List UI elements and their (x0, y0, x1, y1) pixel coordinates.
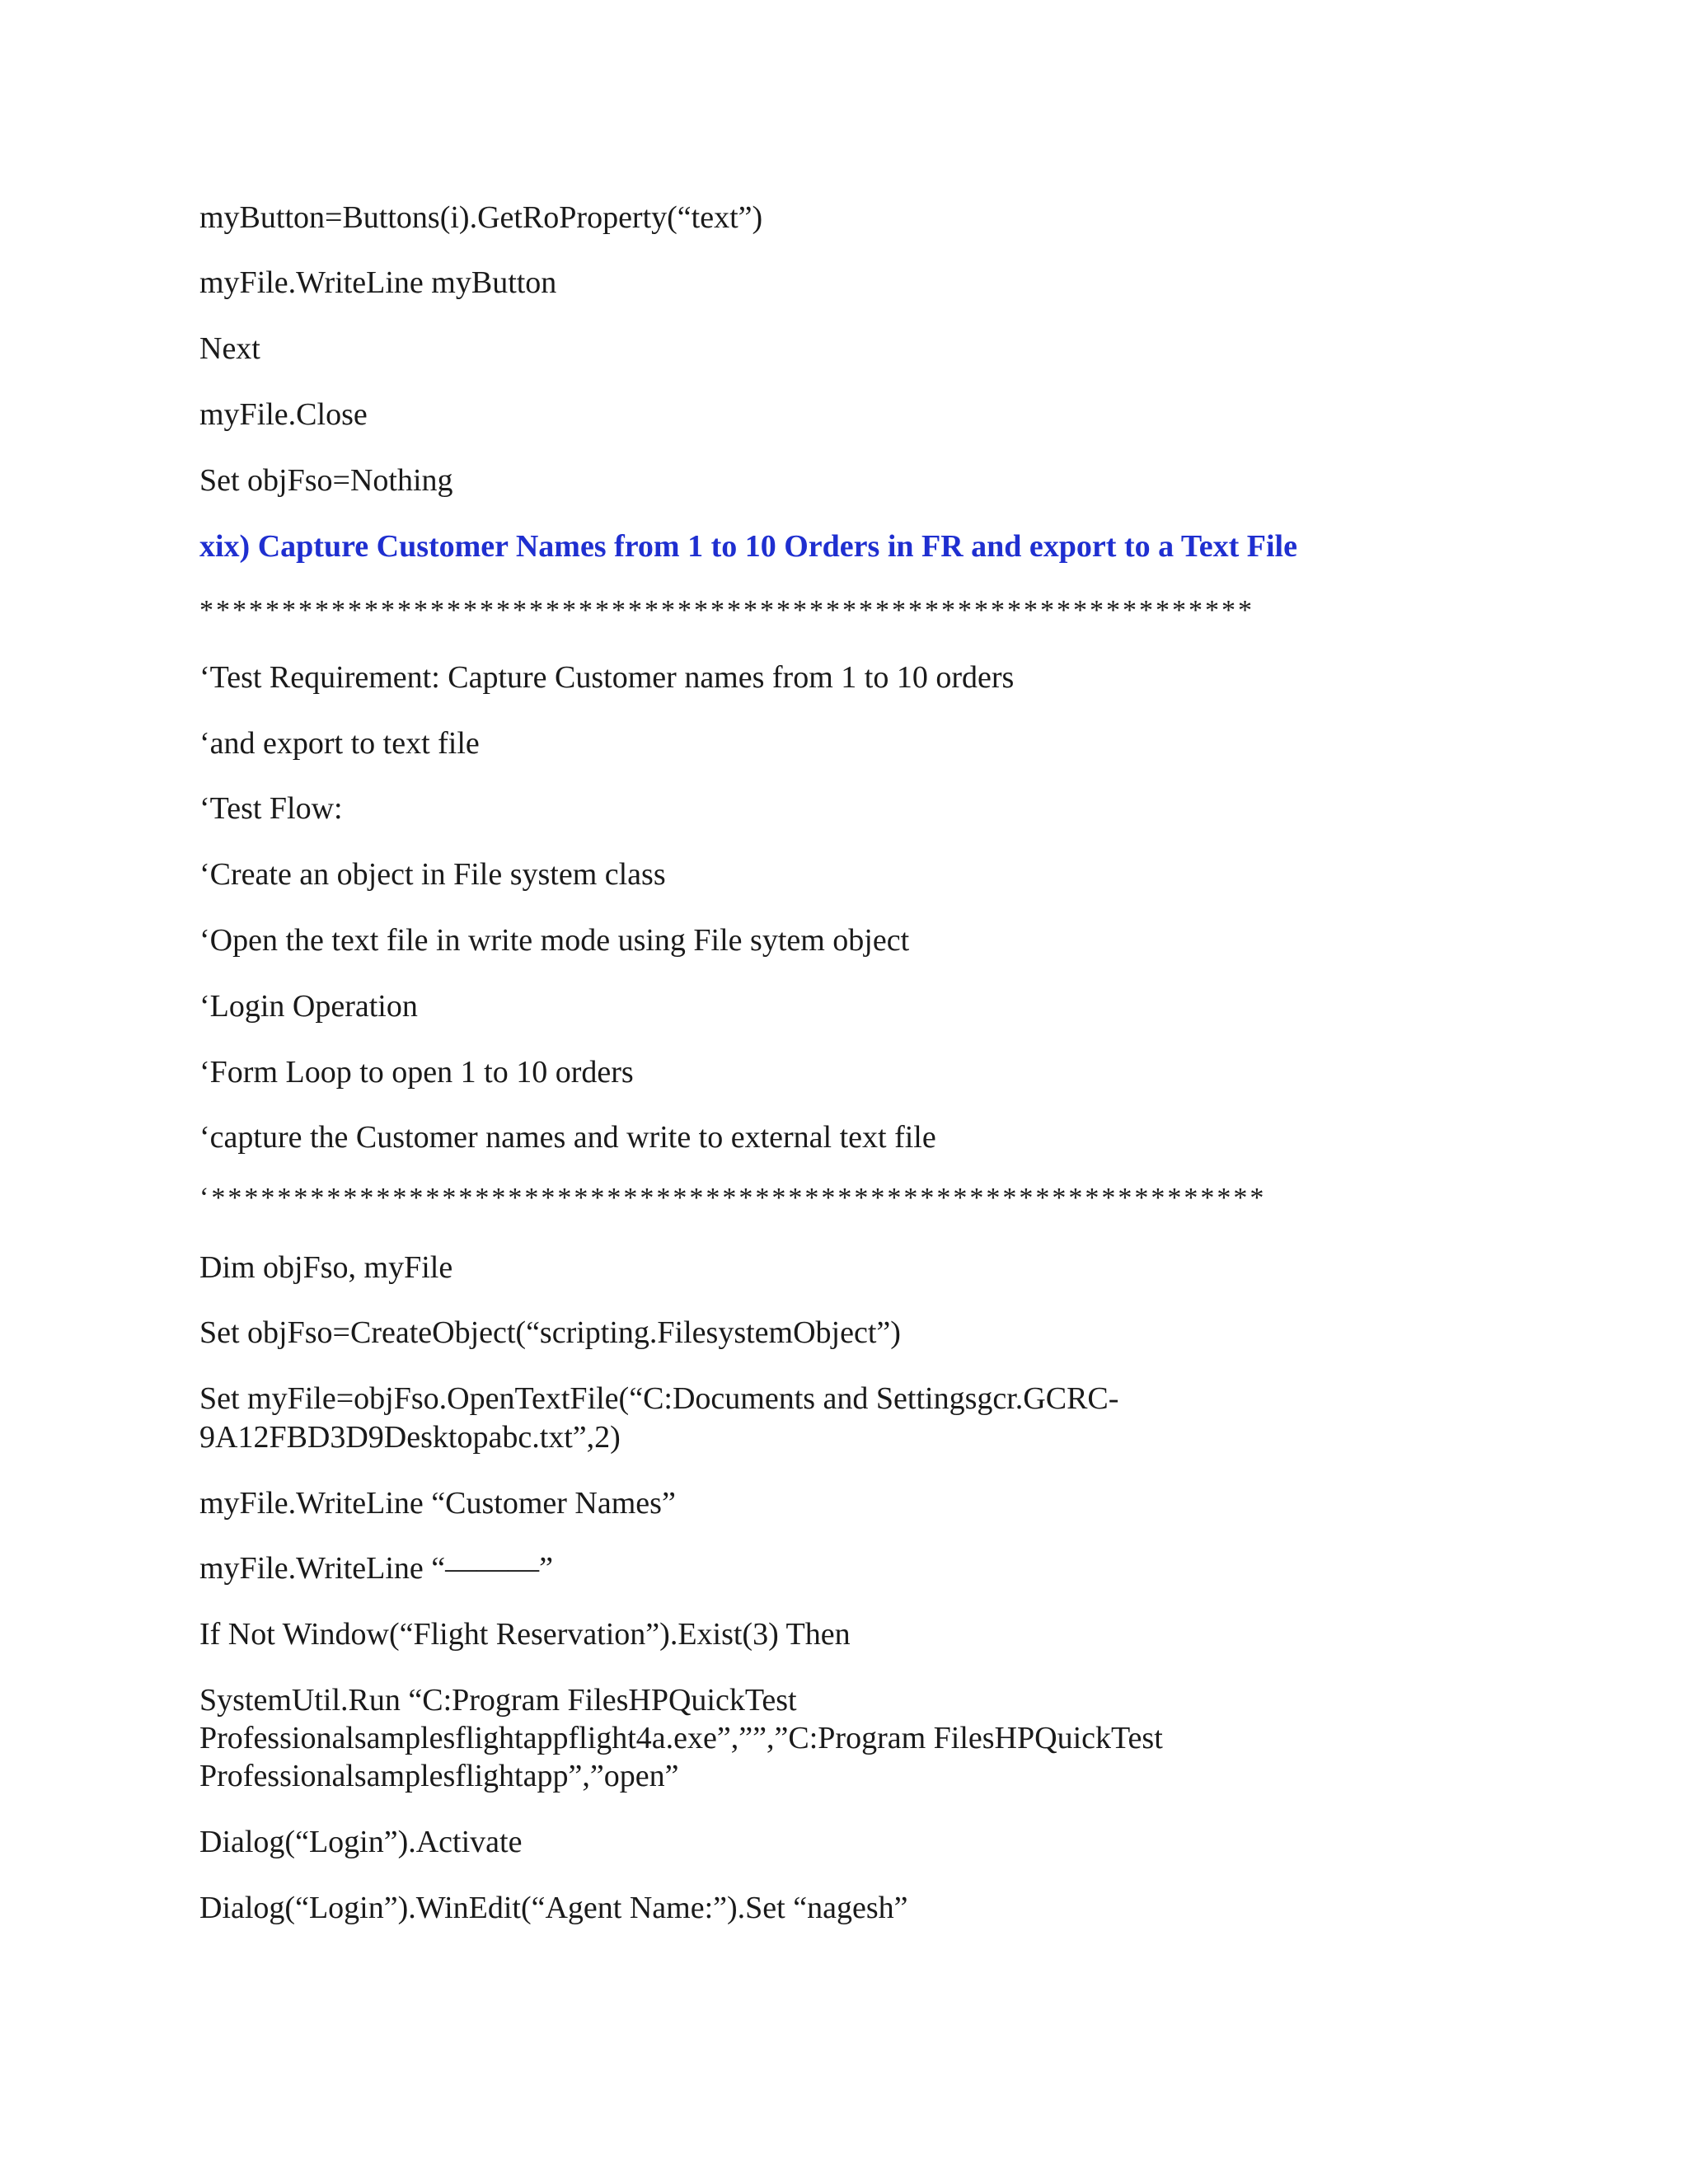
code-line-get-ro-property: myButton=Buttons(i).GetRoProperty(“text”) (199, 200, 763, 235)
comment-line: ‘Test Requirement: Capture Customer names from 1 to 10 orders (199, 660, 1015, 695)
code-line-agent-name: Dialog(“Login”).WinEdit(“Agent Name:”).Set “nagesh” (199, 1891, 908, 1925)
code-line-create-object: Set objFso=CreateObject(“scripting.FilesystemObject”) (199, 1315, 901, 1350)
code-line-write-button: myFile.WriteLine myButton (199, 265, 557, 300)
code-line-next: Next (199, 331, 260, 366)
separator-stars: ‘**************************************************************** (199, 1183, 1267, 1213)
section-heading: xix) Capture Customer Names from 1 to 10 Orders in FR and export to a Text File (199, 529, 1297, 564)
code-line-open-text-file-cont: 9A12FBD3D9Desktopabc.txt”,2) (199, 1420, 621, 1455)
code-line-set-nothing: Set objFso=Nothing (199, 463, 453, 498)
comment-line: ‘Login Operation (199, 989, 418, 1024)
code-line-system-util-run-cont: Professionalsamplesflightappflight4a.exe”,””,”C:Program FilesHPQuickTest (199, 1721, 1163, 1755)
separator-stars: **************************************************************** (199, 595, 1254, 626)
comment-line: ‘Test Flow: (199, 791, 343, 826)
comment-line: ‘capture the Customer names and write to external text file (199, 1120, 936, 1155)
code-line-write-dash: myFile.WriteLine “———” (199, 1551, 554, 1586)
comment-line: ‘Create an object in File system class (199, 857, 666, 892)
code-line-system-util-run: SystemUtil.Run “C:Program FilesHPQuickTest (199, 1683, 797, 1718)
comment-line: ‘Open the text file in write mode using File sytem object (199, 923, 910, 958)
code-line-if-not-window: If Not Window(“Flight Reservation”).Exist(3) Then (199, 1617, 851, 1652)
comment-line: ‘Form Loop to open 1 to 10 orders (199, 1055, 634, 1090)
code-line-dim: Dim objFso, myFile (199, 1250, 453, 1285)
code-line-close: myFile.Close (199, 397, 368, 432)
code-line-dialog-activate: Dialog(“Login”).Activate (199, 1825, 523, 1859)
code-line-open-text-file: Set myFile=objFso.OpenTextFile(“C:Documents and Settingsgcr.GCRC- (199, 1381, 1119, 1416)
code-line-write-customer-names: myFile.WriteLine “Customer Names” (199, 1486, 676, 1521)
comment-line: ‘and export to text file (199, 726, 480, 761)
code-line-system-util-run-cont: Professionalsamplesflightapp”,”open” (199, 1759, 679, 1793)
